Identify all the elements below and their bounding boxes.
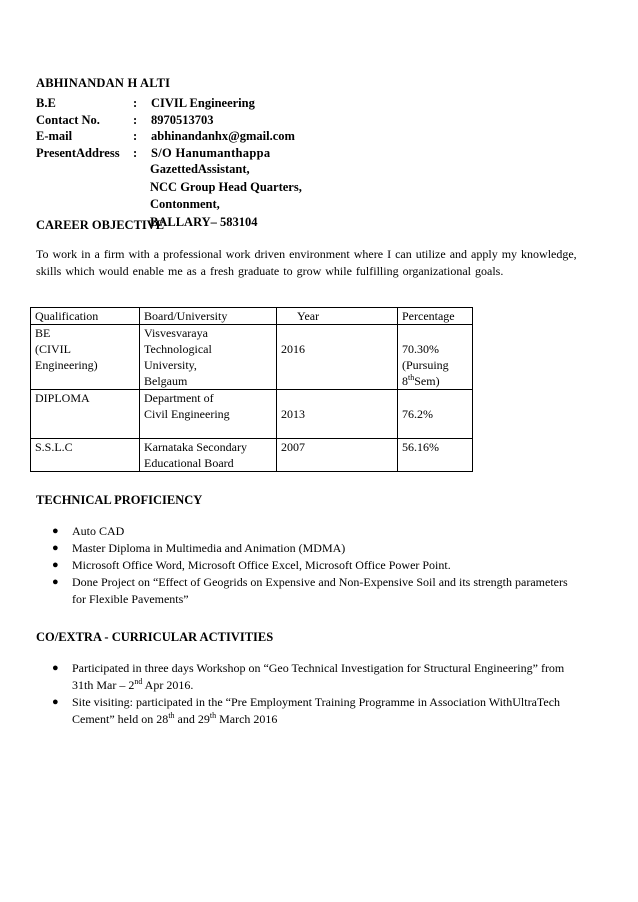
candidate-name: ABHINANDAN H ALTI [36,76,171,90]
text-run: Apr 2016. [142,678,194,692]
cell-line: Technological [144,342,212,356]
detail-label: E-mail [36,129,73,143]
item-text: for Flexible Pavements” [72,592,189,606]
cell-line: S.S.L.C [35,440,73,454]
item-text: Microsoft Office Word, Microsoft Office Excel, Microsoft Office Power Point. [72,558,451,572]
cell-line: (CIVIL [35,342,71,356]
detail-colon: : [133,145,138,160]
cell-line: Belgaum [144,374,188,388]
table-row [31,325,473,390]
detail-value: S/O Hanumanthappa [151,145,271,160]
item-text [72,677,564,694]
technical-proficiency-heading: TECHNICAL PROFICIENCY [36,493,203,507]
table-cell [31,439,140,472]
career-objective-heading: CAREER OBJECTIVE [36,218,165,232]
cell-line: University, [144,358,197,372]
qualifications-table [30,307,473,472]
list-item [52,660,564,694]
list-item [52,523,568,540]
cell-line: 2007 [281,440,305,454]
list-item [52,694,564,728]
cell-line: Engineering) [35,358,98,372]
detail-colon: : [133,129,138,143]
career-objective-text [36,246,606,280]
table-cell [277,439,398,472]
list-item [52,574,568,608]
table-cell [398,439,473,472]
table-cell [277,390,398,439]
cell-line: Department of [144,391,214,405]
superscript: th [168,711,175,720]
email-row [36,128,302,145]
table-cell [31,325,140,390]
item-text: Participated in three days Workshop on “Geo Technical Investigation for Structural Engineering” from [72,661,565,675]
cell-line: Visvesvaraya [144,326,208,340]
activities-list [52,660,564,728]
text-run: Cement” held on 28 [72,712,169,726]
address-line: Contonment, [150,197,220,211]
cell-line: DIPLOMA [35,391,90,405]
bullet-icon: ● [52,525,59,537]
detail-label: PresentAddress [36,145,120,160]
table-cell [398,325,473,390]
personal-details [36,76,302,231]
bullet-icon: ● [52,696,59,708]
detail-colon: : [133,112,138,127]
list-item [52,540,568,557]
item-text: Done Project on “Effect of Geogrids on Expensive and Non-Expensive Soil and its strength parameters [72,575,568,589]
text-run: and 29 [174,712,210,726]
cell-line: 70.30% [402,342,439,356]
degree-row [36,95,302,112]
text-run: Sem) [414,374,440,388]
cell-line: 56.16% [402,440,439,454]
cell-line: Educational Board [144,456,234,470]
table-header-row [31,308,473,325]
table-cell [277,325,398,390]
address-line: NCC Group Head Quarters, [150,179,302,194]
address-line: GazettedAssistant, [150,162,250,176]
table-row [31,439,473,472]
bullet-icon: ● [52,542,59,554]
detail-colon: : [133,96,138,110]
bullet-icon: ● [52,559,59,571]
table-header: Percentage [398,308,473,325]
text-line: To work in a firm with a professional work driven environment where I can utilize and apply my knowledge, [36,247,577,261]
cell-line: 2016 [281,342,305,356]
bullet-icon: ● [52,576,59,588]
table-cell [31,390,140,439]
cell-line: BE [35,326,51,340]
text-run: 31th Mar – 2 [72,678,135,692]
item-text: Site visiting: participated in the “Pre Employment Training Programme in Association WithUltraTech [72,695,561,709]
cell-line: Karnataka Secondary [144,440,247,454]
table-cell [140,325,277,390]
bullet-icon: ● [52,662,59,674]
text-run: (Pursuing 8 [402,358,449,388]
table-cell [140,390,277,439]
activities-heading: CO/EXTRA - CURRICULAR ACTIVITIES [36,630,274,644]
cell-line [402,357,468,389]
table-cell [140,439,277,472]
address-line: BALLARY– 583104 [150,214,258,229]
text-run: March 2016 [216,712,278,726]
table-header: Qualification [31,308,140,325]
cell-line: 76.2% [402,407,433,421]
item-text: Auto CAD [72,524,125,538]
detail-value: abhinandanhx@gmail.com [151,129,295,143]
detail-value: CIVIL Engineering [151,96,255,110]
table-header: Board/University [140,308,277,325]
address-row [36,145,302,162]
superscript: th [408,373,415,382]
superscript: th [209,711,217,720]
item-text: Master Diploma in Multimedia and Animation (MDMA) [72,541,346,555]
contact-row [36,112,302,129]
item-text [72,711,564,728]
cell-line: 2013 [281,407,305,421]
technical-list [52,523,568,608]
text-line: skills which would enable me as a fresh graduate to grow while fulfilling organizational goals. [36,264,504,278]
detail-label: B.E [36,96,56,110]
table-row [31,390,473,439]
detail-label: Contact No. [36,112,100,127]
detail-value: 8970513703 [151,112,214,127]
list-item [52,557,568,574]
cell-line: Civil Engineering [144,407,230,421]
superscript: nd [134,677,143,686]
table-cell [398,390,473,439]
table-header: Year [277,308,398,325]
